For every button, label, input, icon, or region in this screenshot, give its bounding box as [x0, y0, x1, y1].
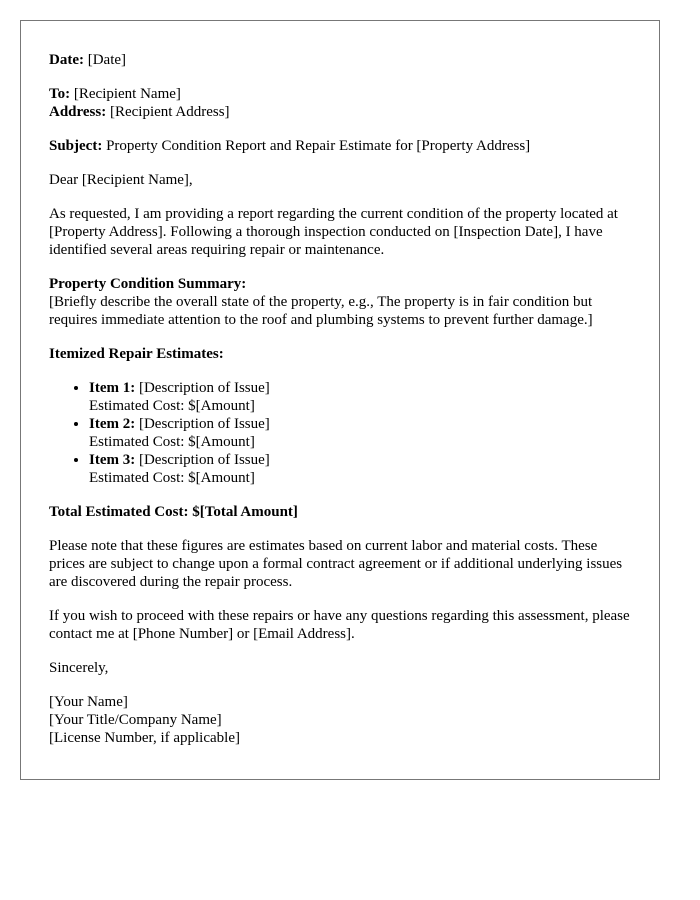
letter-page [20, 20, 660, 780]
to-label: To: [49, 86, 71, 102]
item-cost: Estimated Cost: $[Amount] [89, 434, 255, 450]
repairs-heading-text: Itemized Repair Estimates: [49, 346, 224, 362]
item-label: Item 1: [89, 380, 136, 396]
list-item [89, 379, 631, 415]
to-value: [Recipient Name] [73, 86, 181, 102]
note-paragraph: Please note that these figures are estimates based on current labor and material costs. These prices are subject to change upon a formal contract agreement or if additional underlying issues are discovered during the repair process. [49, 538, 623, 590]
list-item [89, 451, 631, 487]
total-text: Total Estimated Cost: $[Total Amount] [49, 504, 298, 520]
to-line [49, 85, 631, 103]
item-label: Item 2: [89, 416, 136, 432]
summary-text: [Briefly describe the overall state of the property, e.g., The property is in fair condition but requires immediate attention to the roof and plumbing systems to prevent further damage.] [49, 294, 593, 328]
item-cost: Estimated Cost: $[Amount] [89, 470, 255, 486]
date-line [49, 51, 631, 69]
recipient-block [49, 85, 631, 121]
signature-block [49, 693, 631, 747]
signature-license: [License Number, if applicable] [49, 730, 240, 746]
subject-value: Property Condition Report and Repair Estimate for [Property Address] [106, 138, 531, 154]
contact-paragraph: If you wish to proceed with these repairs or have any questions regarding this assessment, please contact me at [Phone Number] or [Email Address]. [49, 608, 630, 642]
signature-name: [Your Name] [49, 694, 128, 710]
address-label: Address: [49, 104, 107, 120]
salutation: Dear [Recipient Name], [49, 172, 193, 188]
repairs-heading [49, 345, 631, 363]
repair-list [49, 379, 631, 487]
intro-paragraph: As requested, I am providing a report regarding the current condition of the property located at [Property Address]. Following a thorough inspection conducted on [Inspection Date], I have identified several areas requiring repair or maintenance. [49, 206, 618, 258]
date-value: [Date] [87, 52, 127, 68]
item-description: [Description of Issue] [138, 452, 270, 468]
subject-label: Subject: [49, 138, 103, 154]
item-cost: Estimated Cost: $[Amount] [89, 398, 255, 414]
address-line [49, 103, 631, 121]
summary-heading: Property Condition Summary: [49, 276, 247, 292]
summary-section [49, 275, 631, 329]
date-label: Date: [49, 52, 84, 68]
signature-title: [Your Title/Company Name] [49, 712, 222, 728]
total-line [49, 503, 631, 521]
list-item [89, 415, 631, 451]
item-description: [Description of Issue] [138, 380, 270, 396]
item-label: Item 3: [89, 452, 136, 468]
closing: Sincerely, [49, 660, 109, 676]
subject-line [49, 137, 631, 155]
item-description: [Description of Issue] [138, 416, 270, 432]
address-value: [Recipient Address] [109, 104, 230, 120]
